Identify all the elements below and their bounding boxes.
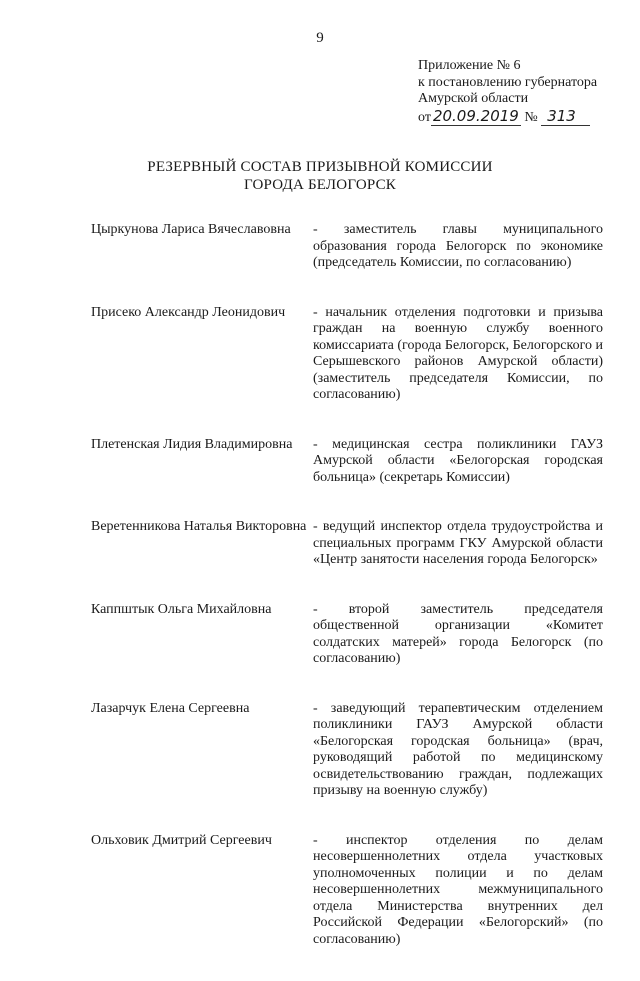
member-row — [91, 222, 603, 272]
document-title — [0, 158, 640, 194]
appendix-block — [418, 58, 597, 126]
number-prefix: № — [524, 109, 538, 125]
member-row — [91, 701, 603, 800]
appendix-line-2: к постановлению губернатора — [418, 74, 598, 90]
member-row — [91, 833, 603, 949]
member-name: Ольховик Дмитрий Сергеевич — [91, 832, 272, 848]
members-list — [91, 222, 603, 981]
member-row — [91, 519, 603, 569]
member-name: Каппштык Ольга Михайловна — [91, 601, 272, 617]
member-name: Веретенникова Наталья Викторовна — [91, 519, 307, 534]
member-name: Присеко Александр Леонидович — [91, 304, 286, 320]
member-role: - инспектор отделения по делам несовершеннолетних отдела участковых уполномоченных полиции и по делам несовершеннолетних межмуниципального отдела Министерства внутренних дел Российской Федерации «Белогорский» (по согласованию) — [313, 832, 603, 947]
title-line-1: РЕЗЕРВНЫЙ СОСТАВ ПРИЗЫВНОЙ КОМИССИИ — [147, 159, 493, 175]
appendix-line-3: Амурской области — [418, 91, 529, 106]
page-number: 9 — [316, 30, 324, 46]
appendix-line-1: Приложение № 6 — [418, 58, 521, 73]
title-line-2: ГОРОДА БЕЛОГОРСК — [243, 177, 396, 193]
member-name: Цыркунова Лариса Вячеславовна — [91, 222, 291, 237]
member-name: Плетенская Лидия Владимировна — [91, 436, 293, 452]
member-role: - ведущий инспектор отдела трудоустройства и специальных программ ГКУ Амурской области «Центр занятости населения города Белогорск» — [313, 519, 603, 567]
member-role: - заместитель главы муниципального образования города Белогорск по экономике (председатель Комиссии, по согласованию) — [313, 222, 603, 270]
handwritten-number: 313 — [541, 107, 590, 126]
member-row — [91, 305, 603, 404]
member-role: - второй заместитель председателя общественной организации «Комитет солдатских матерей» города Белогорск (по согласованию) — [313, 601, 603, 666]
member-role: - медицинская сестра поликлиники ГАУЗ Амурской области «Белогорская городская больница» (секретарь Комиссии) — [313, 436, 603, 485]
handwritten-date: 20.09.2019 — [432, 106, 519, 125]
member-name: Лазарчук Елена Сергеевна — [91, 700, 250, 716]
member-role: - заведующий терапевтическим отделением поликлиники ГАУЗ Амурской области «Белогорская городская больница» (врач, руководящий работой по медицинскому освидетельствованию граждан, подлежащих призыву на военную службу) — [313, 700, 603, 798]
member-role: - начальник отделения подготовки и призыва граждан на военную службу военного комиссариата (города Белогорск, Белогорского и Серышевского районов Амурской области) (заместитель председателя Комиссии, по согласованию) — [313, 304, 603, 402]
appendix-date-line — [418, 108, 597, 127]
member-row — [91, 602, 603, 668]
member-row — [91, 437, 603, 487]
date-prefix: от — [418, 109, 431, 125]
